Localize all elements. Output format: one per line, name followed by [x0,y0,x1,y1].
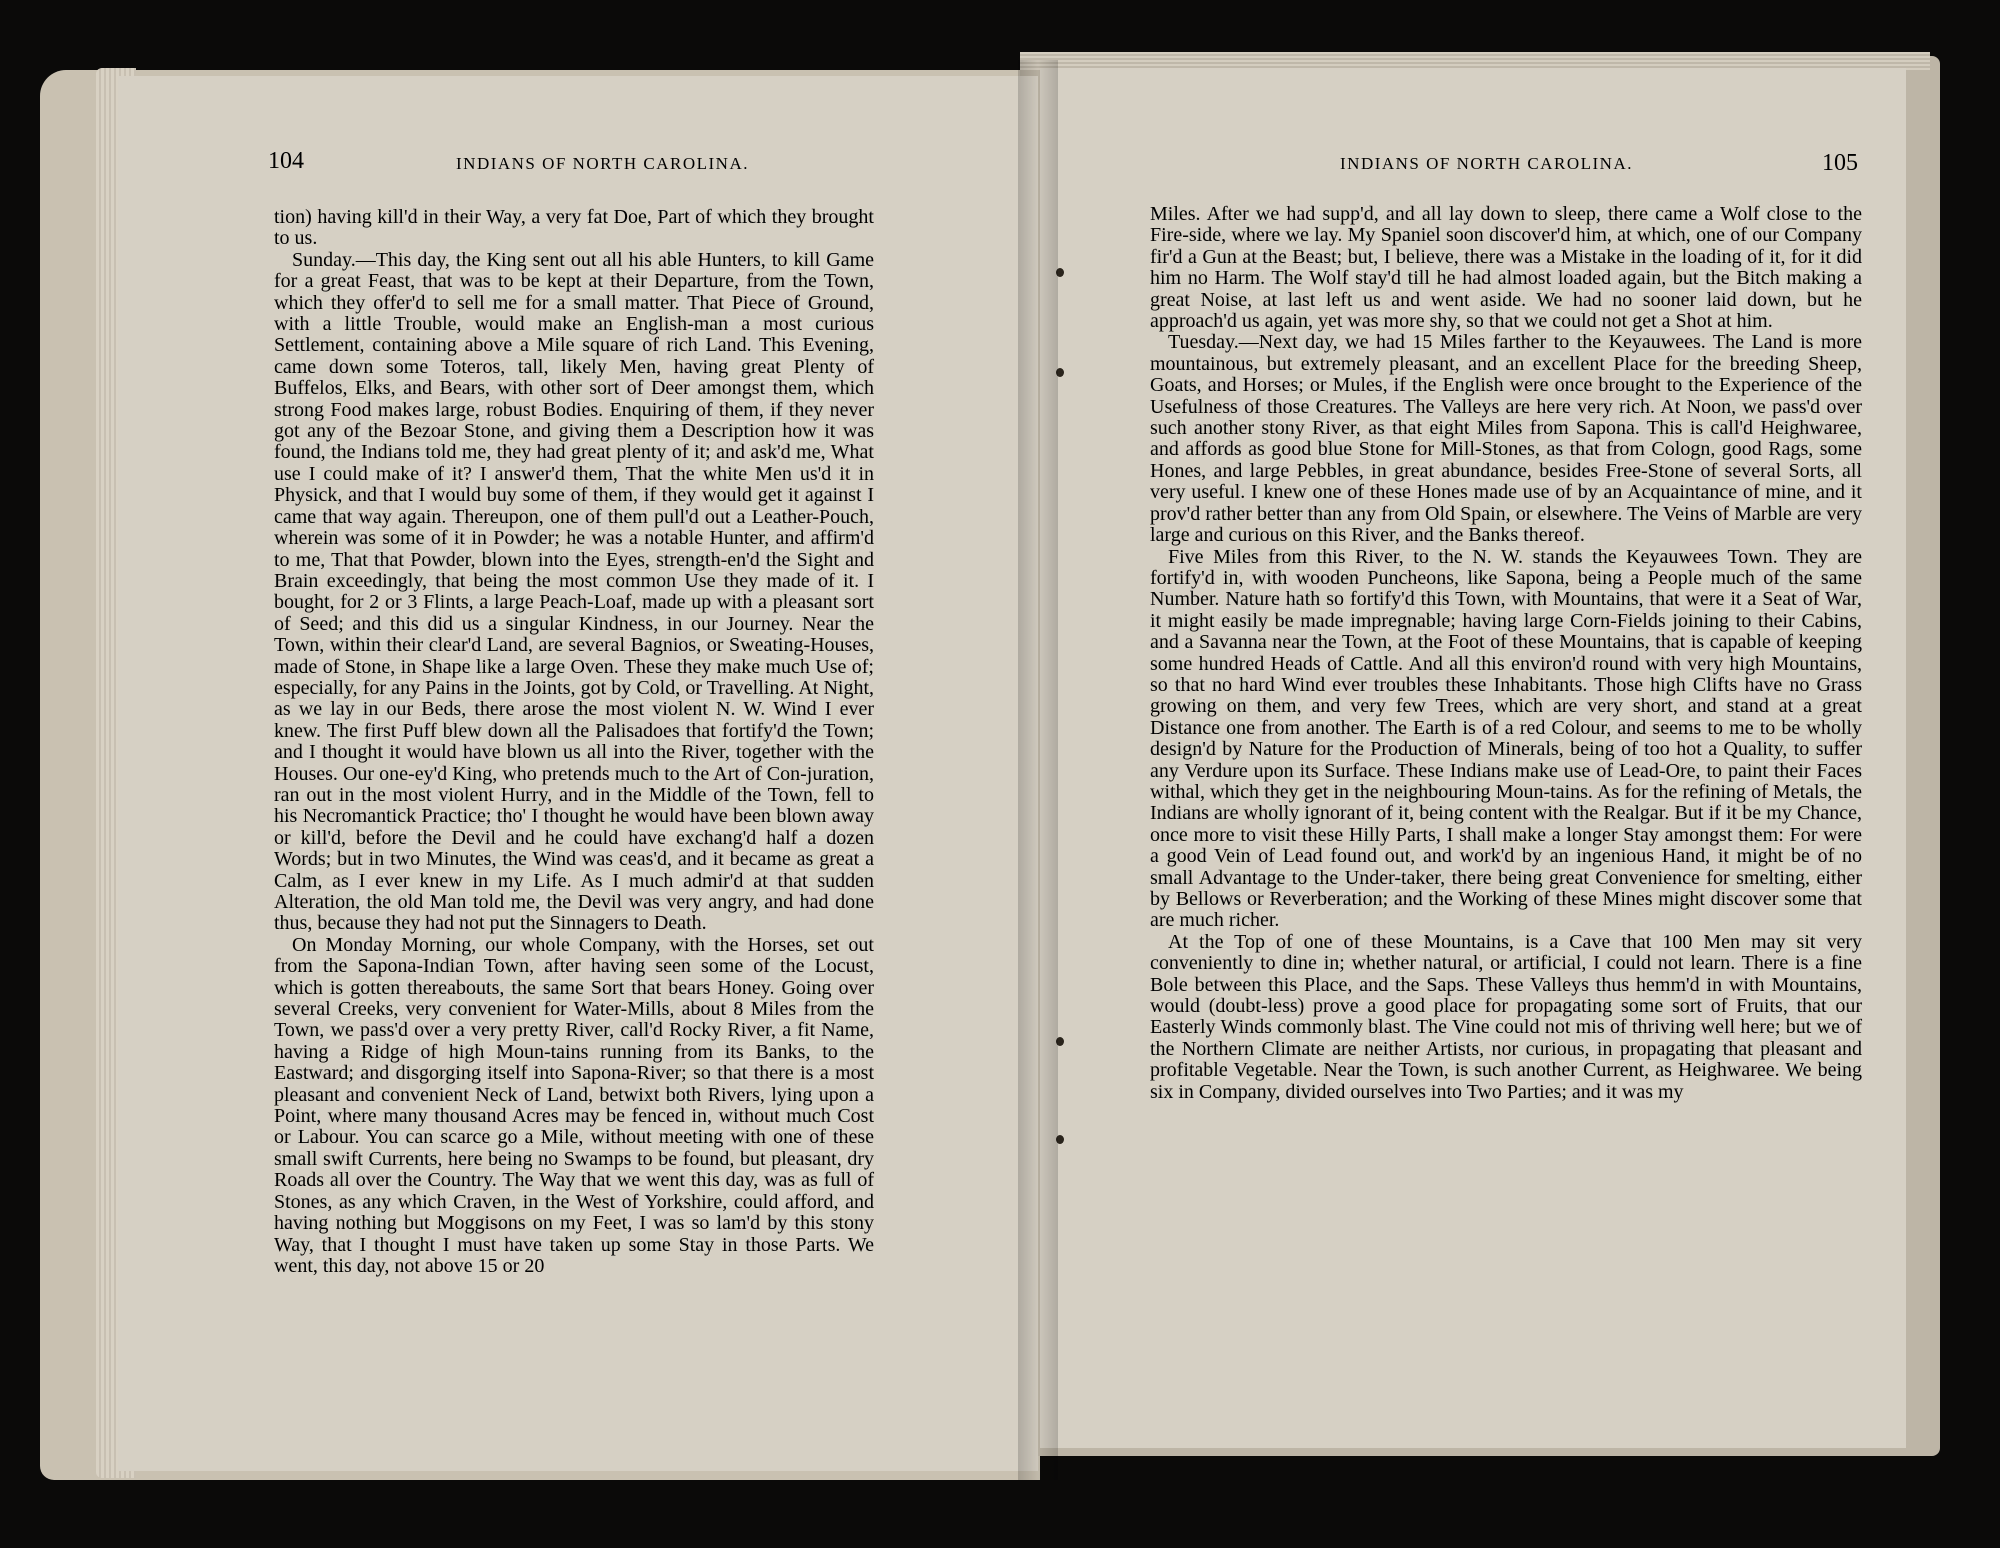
paragraph: On Monday Morning, our whole Company, with the Horses, set out from the Sapona-Indian Town, after having seen some of the Locust, which is gotten thereabouts, the same Sort that bears Honey. Going over several Creeks, very convenient for Water-Mills, about 8 Miles from the Town, we pass'd over a very pretty River, call'd Rocky River, a fit Name, having a Ridge of high Moun-tains running from its Banks, to the Eastward; and disgorging itself into Sapona-River; so that there is a most pleasant and convenient Neck of Land, betwixt both Rivers, lying upon a Point, where many thousand Acres may be fenced in, without much Cost or Labour. You can scarce go a Mile, without meeting with one of these small swift Currents, here being no Swamps to be found, but pleasant, dry Roads all over the Country. The Way that we went this day, was as full of Stones, as any which Craven, in the West of Yorkshire, could afford, and having nothing but Moggisons on my Feet, I was so lam'd by this stony Way, that I thought I must have taken up some Stay in those Parts. We went, this day, not above 15 or 20 [274,933,874,1277]
running-head: INDIANS OF NORTH CAROLINA. [456,154,749,173]
right-page-content [1040,68,1906,1448]
paragraph: Miles. After we had supp'd, and all lay down to sleep, there came a Wolf close to the Fire-side, where we lay. My Spaniel soon discover'd him, at which, one of our Company fir'd a Gun at the Beast; but, I believe, there was a Mistake in the loading of it, for it did him no Harm. The Wolf stay'd till he had almost loaded again, but the Bitch making a great Noise, at last left us and went aside. We had no sooner laid down, but he approach'd us again, yet was more shy, so that we could not get a Shot at him. [1150,203,1862,333]
paragraph: At the Top of one of these Mountains, is a Cave that 100 Men may sit very conveniently to dine in; whether natural, or artificial, I could not learn. There is a fine Bole between this Place, and the Saps. These Valleys thus hemm'd in with Mountains, would (doubt-less) prove a good place for propagating some sort of Fruits, that our Easterly Winds commonly blast. The Vine could not mis of thriving well here; but we of the Northern Climate are neither Artists, nor curious, in propagating that pleasant and profitable Vegetable. Near the Town, is such another Current, as Heighwaree. We being six in Company, divided ourselves into Two Parties; and it was my [1150,930,1862,1103]
paragraph: Five Miles from this River, to the N. W. stands the Keyauwees Town. They are fortify'd in, with wooden Puncheons, like Sapona, being a People much of the same Number. Nature hath so fortify'd this Town, with Mountains, that were it a Seat of War, it might easily be made impregnable; having large Corn-Fields joining to their Cabins, and a Savanna near the Town, at the Foot of these Mountains, that is capable of keeping some hundred Heads of Cattle. And all this environ'd round with very high Mountains, so that no hard Wind ever troubles these Inhabitants. Those high Clifts have no Grass growing on them, and very few Trees, which are very short, and stand at a great Distance one from another. The Earth is of a red Colour, and seems to me to be wholly design'd by Nature for the Production of Minerals, being of too hot a Quality, to suffer any Verdure upon its Surface. These Indians make use of Lead-Ore, to paint their Faces withal, which they get in the neighbouring Moun-tains. As for the refining of Metals, the Indians are wholly ignorant of it, being content with the Realgar. But if it be my Chance, once more to visit these Hilly Parts, I shall make a longer Stay amongst them: For were a good Vein of Lead found out, and work'd by an ingenious Hand, it might be of no small Advantage to the Under-taker, there being great Convenience for smelting, either by Bellows or Reverberation; and the Working of these Mines might discover some that are much richer. [1150,545,1862,932]
paragraph: Tuesday.—Next day, we had 15 Miles farther to the Keyauwees. The Land is more mountainous, but extremely pleasant, and an excellent Place for the breeding Sheep, Goats, and Horses; or Mules, if the English were once brought to the Experience of the Usefulness of those Creatures. The Valleys are here very rich. At Noon, we pass'd over such another stony River, as that eight Miles from Sapona. This is call'd Heighwaree, and affords as good blue Stone for Mill-Stones, as that from Cologn, good Rags, some Hones, and large Pebbles, in great abundance, besides Free-Stone of several Sorts, all very useful. I knew one of these Hones made use of by an Acquaintance of mine, and it prov'd rather better than any from Old Spain, or elsewhere. The Veins of Marble are very large and curious on this River, and the Banks thereof. [1150,331,1862,547]
page-number: 104 [268,148,304,174]
book-gutter [1018,60,1058,1480]
left-page-content [118,76,1038,1471]
paragraph: Sunday.—This day, the King sent out all his able Hunters, to kill Game for a great Feast, that was to be kept at their Departure, from the Town, which they offer'd to sell me for a small matter. That Piece of Ground, with a little Trouble, would make an English-man a most curious Settlement, containing above a Mile square of rich Land. This Evening, came down some Toteros, tall, likely Men, having great Plenty of Buffelos, Elks, and Bears, with other sort of Deer amongst them, which strong Food makes large, robust Bodies. Enquiring of them, if they never got any of the Bezoar Stone, and giving them a Description how it was found, the Indians told me, they had great plenty of it; and ask'd me, What use I could make of it? I answer'd them, That the white Men us'd it in Physick, and that I would buy some of them, if they would get it against I came that way again. Thereupon, one of them pull'd out a Leather-Pouch, wherein was some of it in Powder; he was a notable Hunter, and affirm'd to me, That that Powder, blown into the Eyes, strength-en'd the Sight and Brain exceedingly, that being the most common Use they made of it. I bought, for 2 or 3 Flints, a large Peach-Loaf, made up with a pleasant sort of Seed; and this did us a singular Kindness, in our Journey. Near the Town, within their clear'd Land, are several Bagnios, or Sweating-Houses, made of Stone, in Shape like a large Oven. These they make much Use of; especially, for any Pains in the Joints, got by Cold, or Travelling. At Night, as we lay in our Beds, there arose the most violent N. W. Wind I ever knew. The first Puff blew down all the Palisadoes that fortify'd the Town; and I thought it would have blown us all into the River, together with the Houses. Our one-ey'd King, who pretends much to the Art of Con-juration, ran out in the most violent Hurry, and in the Middle of the Town, fell to his Necromantick Practice; tho' I thought he would have been blown away or kill'd, before the Devil and he could have exchang'd half a dozen Words; but in two Minutes, the Wind was ceas'd, and it became as great a Calm, as I ever knew in my Life. As I much admir'd at that sudden Alteration, the old Man told me, the Devil was very angry, and had done thus, because they had not put the Sinnagers to Death. [274,248,874,935]
page-body [274,207,874,1277]
page-number: 105 [1822,150,1858,176]
page-body [1150,204,1862,1103]
paragraph: tion) having kill'd in their Way, a very fat Doe, Part of which they brought to us. [274,206,874,250]
running-head: INDIANS OF NORTH CAROLINA. [1340,154,1633,173]
